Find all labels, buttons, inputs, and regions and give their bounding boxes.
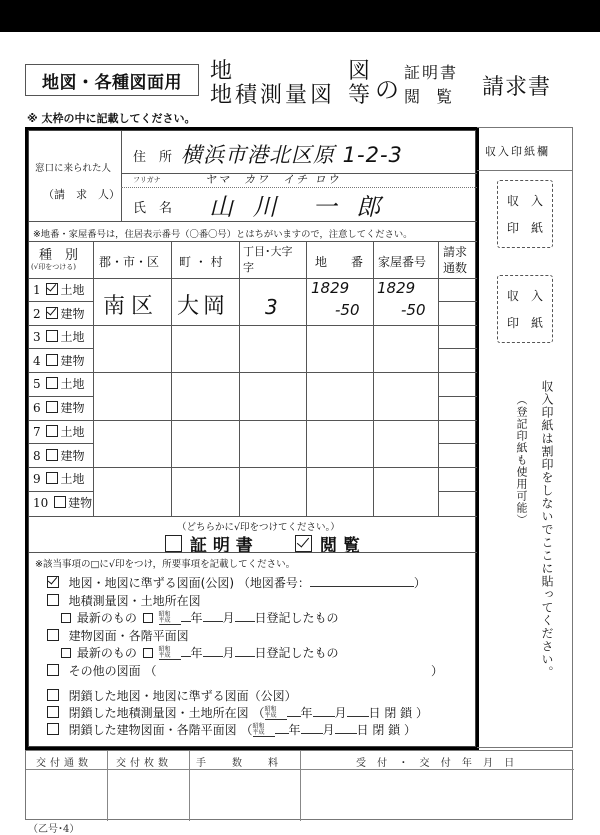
furigana-label: フリガナ — [133, 176, 161, 184]
stamp-note: （登記印紙も使用可能） — [515, 394, 528, 526]
row-type-4[interactable] — [33, 352, 84, 369]
col-city: 郡・市・区 — [99, 255, 160, 269]
address-field[interactable]: 横浜市港北区原 1-2-3 — [181, 143, 403, 167]
row-type-10[interactable] — [33, 494, 92, 511]
survey-latest-checkbox[interactable] — [61, 613, 71, 623]
thick-frame-note: ※ 太枠の中に記載してください。 — [27, 112, 196, 125]
stamp-instruction: 収入印紙は割印をしないでここに貼ってください。 — [540, 380, 554, 679]
row-type-2[interactable] — [33, 305, 84, 322]
row-checkbox[interactable] — [46, 330, 58, 342]
address-label: 住 所 — [133, 150, 173, 165]
row-checkbox[interactable] — [46, 425, 58, 437]
closed-map-label: 閉鎖した地図・地図に準ずる図面（公図） — [68, 689, 297, 703]
name-label: 氏 名 — [133, 201, 173, 216]
day-field[interactable] — [235, 621, 255, 622]
row-checkbox[interactable] — [46, 401, 58, 413]
applicant-sub-label: （請 求 人） — [43, 188, 120, 201]
row-kind: 建物 — [60, 354, 85, 368]
title-survey: 地積測量図 — [210, 83, 336, 108]
main-form-frame — [25, 127, 479, 750]
row-number: 5 — [33, 377, 41, 391]
row-number: 8 — [33, 449, 41, 463]
stamp-area-1[interactable]: 収 入 印 紙 — [497, 180, 553, 248]
era-selector[interactable]: 昭和 平成 — [159, 612, 181, 625]
row-checkbox[interactable] — [46, 449, 58, 461]
row-type-9[interactable] — [33, 470, 84, 487]
closed-map-checkbox[interactable] — [47, 689, 59, 701]
row-type-6[interactable] — [33, 399, 84, 416]
title-request: 請求書 — [482, 75, 552, 100]
row-checkbox[interactable] — [46, 283, 58, 295]
revenue-stamp-column — [477, 127, 573, 748]
title-view: 閲 覧 — [404, 87, 453, 106]
title-zu: 図 — [348, 59, 371, 84]
day-field[interactable] — [235, 656, 255, 657]
other-label: その他の図面 — [68, 664, 141, 678]
title-tou: 等 — [348, 83, 371, 108]
closed-building-label: 閉鎖した建物図面・各階平面図 — [68, 723, 237, 737]
col-issued-copies: 交付通数 — [36, 758, 92, 769]
entry-town[interactable]: 大岡 — [177, 294, 230, 319]
item-map[interactable] — [45, 574, 426, 591]
month-field[interactable] — [313, 716, 335, 717]
lot-number-caution: ※地番・家屋番号は，住居表示番号（〇番〇号）とはちがいますので，注意してください。 — [33, 229, 413, 240]
survey-checkbox[interactable] — [47, 594, 59, 606]
title-no: の — [375, 76, 399, 104]
paren-close: ） — [413, 576, 426, 590]
row-number: 9 — [33, 472, 41, 486]
row-number: 10 — [33, 496, 49, 510]
building-label: 建物図面・各階平面図 — [68, 629, 189, 643]
row-kind: 土地 — [60, 425, 85, 439]
map-number-field[interactable] — [310, 586, 414, 587]
certificate-label: 証 明 書 — [189, 536, 253, 556]
row-number: 4 — [33, 354, 41, 368]
col-chome: 丁目･大字 — [243, 245, 293, 258]
row-checkbox[interactable] — [46, 472, 58, 484]
row-type-3[interactable] — [33, 328, 84, 345]
row-kind: 土地 — [60, 330, 85, 344]
item-building[interactable] — [45, 627, 189, 644]
item-closed-building[interactable]: 閉鎖した建物図面・各階平面図 （昭和 平成 年 月 日 閉 鎖 ） — [45, 721, 416, 738]
view-label: 閲 覧 — [319, 536, 360, 556]
building-checkbox[interactable] — [47, 629, 59, 641]
row-number: 2 — [33, 307, 41, 321]
era-selector[interactable]: 昭和 平成 — [253, 724, 275, 737]
item-closed-map[interactable] — [45, 687, 297, 704]
row-kind: 土地 — [60, 472, 85, 486]
col-count-2: 通数 — [443, 261, 468, 275]
stamp-area-2[interactable]: 収 入 印 紙 — [497, 275, 553, 343]
office-use-table — [25, 750, 573, 820]
month-field[interactable] — [301, 733, 323, 734]
closed-building-checkbox[interactable] — [47, 723, 59, 735]
building-date-checkbox[interactable] — [143, 648, 153, 658]
building-date-row: 最新のもの 昭和 平成 年 月 日登記したもの — [59, 644, 339, 661]
col-dates: 受 付 ・ 交 付 年 月 日 — [356, 758, 519, 769]
row-type-7[interactable] — [33, 423, 84, 440]
month-field[interactable] — [203, 656, 223, 657]
row-checkbox[interactable] — [54, 496, 66, 508]
row-type-5[interactable] — [33, 375, 84, 392]
era-selector[interactable]: 昭和 平成 — [159, 647, 181, 660]
certificate-checkbox[interactable] — [165, 535, 182, 552]
col-type-hint: (√印をつける) — [31, 263, 76, 271]
view-checkbox[interactable] — [295, 535, 312, 552]
name-field[interactable]: 山 川 一 郎 — [209, 193, 387, 221]
row-kind: 土地 — [60, 283, 85, 297]
day-field[interactable] — [335, 733, 357, 734]
row-checkbox[interactable] — [46, 377, 58, 389]
row-kind: 建物 — [68, 496, 93, 510]
col-issued-pages: 交付枚数 — [116, 758, 172, 769]
map-label: 地図・地図に準ずる図面(公図) — [68, 576, 235, 590]
entry-house-line1[interactable]: 1829 — [377, 279, 416, 297]
survey-date-row: 最新のもの 昭和 平成 年 月 日登記したもの — [59, 609, 339, 626]
applicant-label: 窓口に来られた人 — [35, 163, 112, 174]
row-type-8[interactable] — [33, 447, 84, 464]
title-chi: 地 — [210, 59, 233, 84]
month-field[interactable] — [203, 621, 223, 622]
redaction-bar — [0, 0, 600, 32]
map-checkbox[interactable] — [47, 576, 59, 588]
row-number: 3 — [33, 330, 41, 344]
row-number: 7 — [33, 425, 41, 439]
item-other[interactable]: その他の図面 （ ） — [45, 662, 445, 679]
row-checkbox[interactable] — [46, 354, 58, 366]
entry-lot-line1[interactable]: 1829 — [311, 279, 350, 297]
col-count: 請求 — [443, 245, 468, 259]
closed-survey-label: 閉鎖した地積測量図・土地所在図 — [68, 706, 249, 720]
entry-house-line2[interactable]: -50 — [401, 301, 426, 319]
building-latest-checkbox[interactable] — [61, 648, 71, 658]
row-number: 1 — [33, 283, 41, 297]
survey-label: 地積測量図・土地所在図 — [68, 594, 201, 608]
day-field[interactable] — [347, 716, 369, 717]
form-type-badge: 地図・各種図面用 — [25, 64, 199, 96]
closed-survey-checkbox[interactable] — [47, 706, 59, 718]
row-kind: 建物 — [60, 449, 85, 463]
row-kind: 建物 — [60, 401, 85, 415]
row-checkbox[interactable] — [46, 307, 58, 319]
item-survey[interactable] — [45, 592, 201, 609]
col-lot-number: 地 番 — [315, 255, 364, 269]
title-cert: 証明書 — [404, 63, 459, 82]
row-number: 6 — [33, 401, 41, 415]
items-instruction: ※該当事項の□に√印をつけ，所要事項を記載してください。 — [35, 559, 296, 570]
row-kind: 土地 — [60, 377, 85, 391]
col-aza: 字 — [243, 261, 254, 274]
col-house-number: 家屋番号 — [378, 255, 427, 269]
col-type: 種 別 — [39, 248, 79, 263]
entry-chome[interactable]: 3 — [265, 295, 278, 319]
map-number-label: （地図番号： — [237, 576, 310, 590]
row-kind: 建物 — [60, 307, 85, 321]
furigana-field[interactable]: ヤマ カワ イチ ロウ — [205, 173, 341, 186]
col-town: 町 ・ 村 — [179, 255, 223, 269]
entry-city[interactable]: 南区 — [103, 294, 160, 319]
choice-instruction: （どちらかに√印をつけてください。） — [177, 522, 340, 533]
entry-lot-line2[interactable]: -50 — [335, 301, 360, 319]
latest-label: 最新のもの — [76, 611, 137, 625]
col-fee: 手 数 料 — [196, 758, 280, 769]
form-code: （乙号･4） — [28, 824, 80, 835]
item-closed-survey[interactable]: 閉鎖した地積測量図・土地所在図 （昭和 平成 年 月 日 閉 鎖 ） — [45, 704, 428, 721]
era-selector[interactable]: 昭和 平成 — [265, 707, 287, 720]
stamp-header: 収入印紙欄 — [485, 145, 550, 158]
row-type-1[interactable] — [33, 281, 84, 298]
other-checkbox[interactable] — [47, 664, 59, 676]
survey-date-checkbox[interactable] — [143, 613, 153, 623]
